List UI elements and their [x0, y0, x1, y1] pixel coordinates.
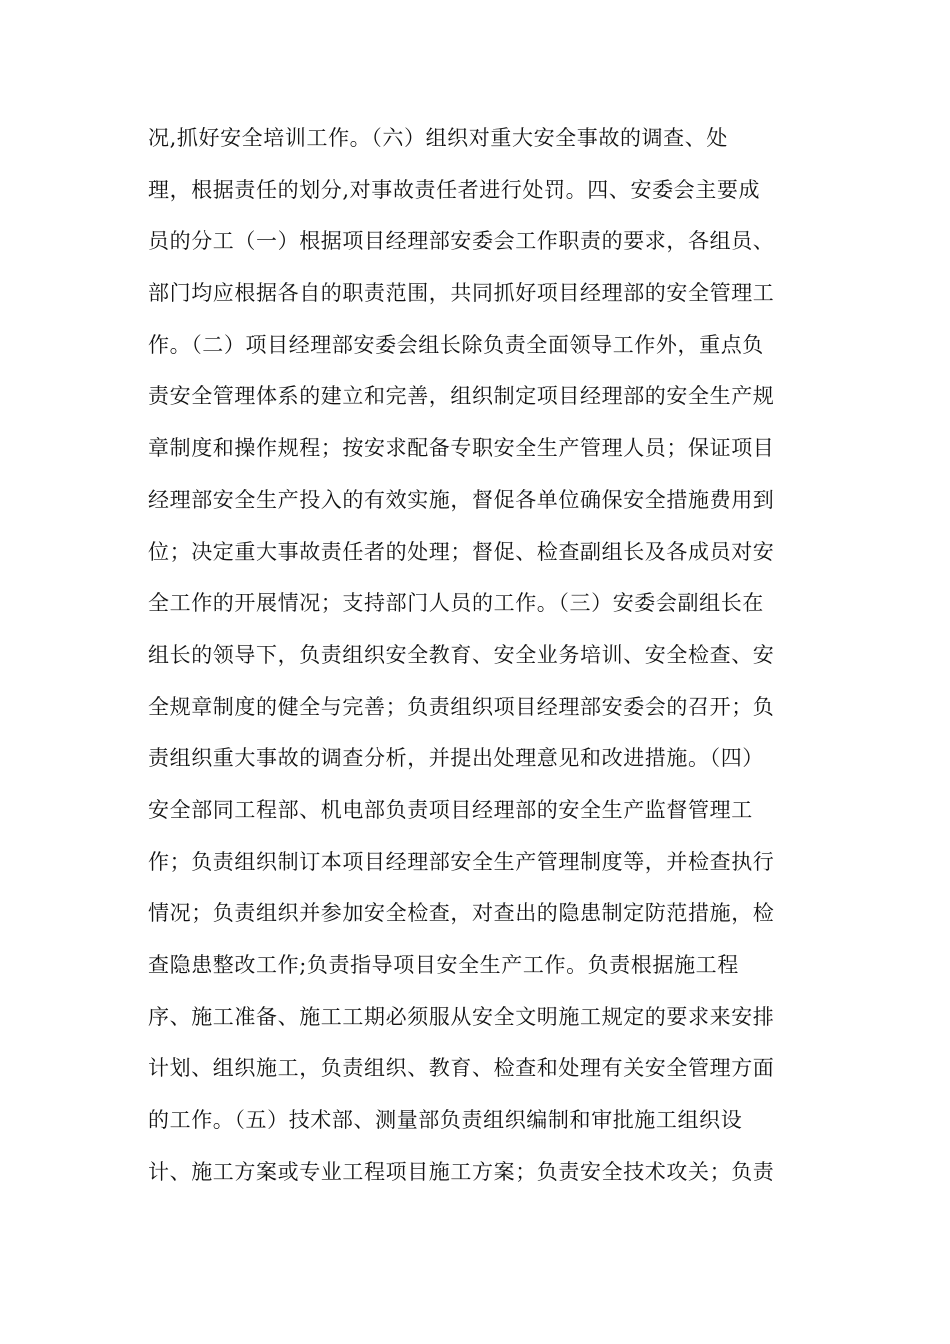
text-line: 部门均应根据各自的职责范围，共同抓好项目经理部的安全管理工 [148, 281, 775, 306]
text-line: 作。（二）项目经理部安委会组长除负责全面领导工作外，重点负 [148, 332, 764, 357]
text-line: 经理部安全生产投入的有效实施，督促各单位确保安全措施费用到 [148, 487, 775, 512]
text-line: 情况；负责组织并参加安全检查，对查出的隐患制定防范措施，检 [148, 901, 775, 926]
text-line: 查隐患整改工作;负责指导项目安全生产工作。负责根据施工程 [148, 953, 739, 977]
text-line: 章制度和操作规程；按安求配备专职安全生产管理人员；保证项目 [148, 436, 775, 461]
text-line: 况,抓好安全培训工作。（六）组织对重大安全事故的调查、处 [148, 126, 728, 150]
text-line: 全规章制度的健全与完善；负责组织项目经理部安委会的召开；负 [148, 694, 775, 719]
text-line: 组长的领导下，负责组织安全教育、安全业务培训、安全检查、安 [148, 642, 775, 667]
text-line: 计、施工方案或专业工程项目施工方案；负责安全技术攻关；负责 [148, 1159, 775, 1184]
text-line: 理，根据责任的划分,对事故责任者进行处罚。四、安委会主要成 [148, 177, 761, 202]
text-line: 的工作。（五）技术部、测量部负责组织编制和审批施工组织设 [148, 1108, 743, 1133]
body-text [148, 118, 808, 1203]
text-line: 全工作的开展情况；支持部门人员的工作。（三）安委会副组长在 [148, 591, 764, 616]
text-line: 序、施工准备、施工工期必须服从安全文明施工规定的要求来安排 [148, 1004, 775, 1029]
text-line: 计划、组织施工，负责组织、教育、检查和处理有关安全管理方面 [148, 1056, 775, 1081]
text-line: 作；负责组织制订本项目经理部安全生产管理制度等，并检查执行 [148, 849, 775, 874]
text-line: 安全部同工程部、机电部负责项目经理部的安全生产监督管理工 [148, 797, 753, 822]
text-line: 责组织重大事故的调查分析，并提出处理意见和改进措施。（四） [148, 746, 764, 771]
text-line: 员的分工（一）根据项目经理部安委会工作职责的要求，各组员、 [148, 229, 775, 254]
text-line: 责安全管理体系的建立和完善，组织制定项目经理部的安全生产规 [148, 384, 775, 409]
text-line: 位；决定重大事故责任者的处理；督促、检查副组长及各成员对安 [148, 539, 775, 564]
